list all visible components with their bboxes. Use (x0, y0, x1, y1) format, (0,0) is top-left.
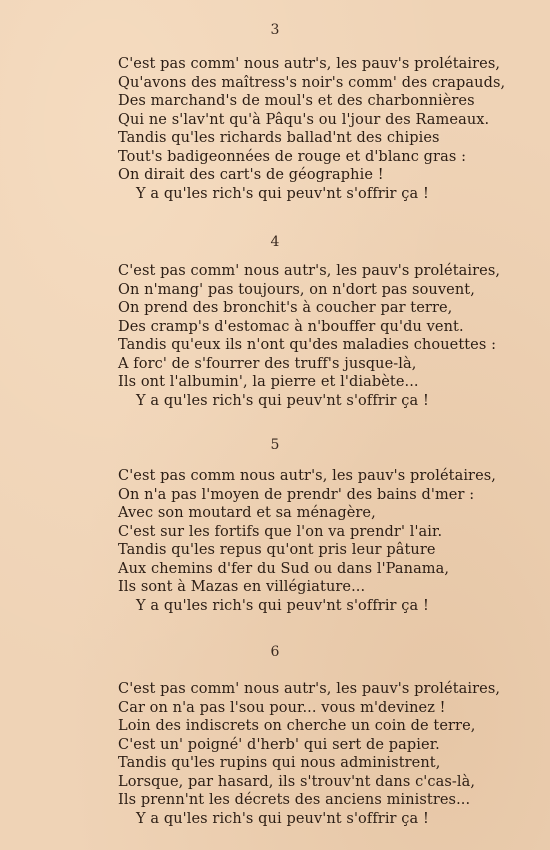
verse-line: Ils ont l'albumin', la pierre et l'diabète... (118, 374, 419, 390)
verse-line: On prend des bronchit's à coucher par terre, (118, 300, 453, 316)
refrain-line: Y a qu'les rich's qui peuv'nt s'offrir ça ! (136, 810, 429, 827)
verse-line: On dirait des cart's de géographie ! (118, 167, 384, 183)
verse-line: Ils sont à Mazas en villégiature... (118, 579, 366, 595)
verse-line: Aux chemins d'fer du Sud ou dans l'Panama, (118, 560, 450, 577)
verse-line: Car on n'a pas l'sou pour... vous m'devinez ! (118, 699, 446, 716)
stanza-number: 3 (270, 22, 280, 38)
stanza-number: 5 (270, 437, 280, 453)
verse-line: Ils prenn'nt les décrets des anciens ministres... (118, 792, 471, 808)
stanza (118, 262, 518, 410)
verse-line: Des marchand's de moul's et des charbonnières (118, 93, 475, 109)
verse-line: Tandis qu'les repus qu'ont pris leur pâture (118, 542, 436, 558)
verse-line: C'est sur les fortifs que l'on va prendr' l'air. (118, 523, 443, 540)
verse-line: C'est pas comm' nous autr's, les pauv's prolétaires, (118, 263, 501, 279)
verse-line: Loin des indiscrets on cherche un coin de terre, (118, 718, 476, 734)
verse-line: C'est pas comm nous autr's, les pauv's prolétaires, (118, 468, 497, 484)
verse-line: C'est pas comm' nous autr's, les pauv's prolétaires, (118, 56, 501, 72)
refrain-line: Y a qu'les rich's qui peuv'nt s'offrir ça ! (136, 185, 429, 202)
verse-line: On n'a pas l'moyen de prendr' des bains d'mer : (118, 486, 475, 503)
verse-line: Tandis qu'les rupins qui nous administrent, (118, 755, 441, 771)
verse-line: Tandis qu'eux ils n'ont qu'des maladies chouettes : (118, 337, 497, 353)
refrain-line: Y a qu'les rich's qui peuv'nt s'offrir ça ! (136, 392, 429, 409)
verse-line: Tout's badigeonnées de rouge et d'blanc gras : (118, 148, 467, 165)
verse-line: C'est un' poigné' d'herb' qui sert de papier. (118, 736, 440, 753)
stanza (118, 55, 518, 203)
stanza (118, 467, 518, 615)
verse-line: Qui ne s'lav'nt qu'à Pâqu's ou l'jour des Rameaux. (118, 111, 490, 128)
stanza-number: 6 (270, 644, 280, 660)
verse-line: A forc' de s'fourrer des truff's jusque-là, (118, 355, 417, 372)
verse-line: Qu'avons des maîtress's noir's comm' des crapauds, (118, 74, 506, 91)
verse-line: Avec son moutard et sa ménagère, (118, 505, 376, 521)
verse-line: Lorsque, par hasard, ils s'trouv'nt dans c'cas-là, (118, 773, 476, 790)
verse-line: C'est pas comm' nous autr's, les pauv's prolétaires, (118, 681, 501, 697)
refrain-line: Y a qu'les rich's qui peuv'nt s'offrir ça ! (136, 597, 429, 614)
verse-line: Tandis qu'les richards ballad'nt des chipies (118, 130, 440, 146)
stanza-number: 4 (270, 234, 280, 250)
verse-line: On n'mang' pas toujours, on n'dort pas souvent, (118, 281, 475, 298)
stanza (118, 680, 518, 828)
verse-line: Des cramp's d'estomac à n'bouffer qu'du vent. (118, 318, 464, 335)
